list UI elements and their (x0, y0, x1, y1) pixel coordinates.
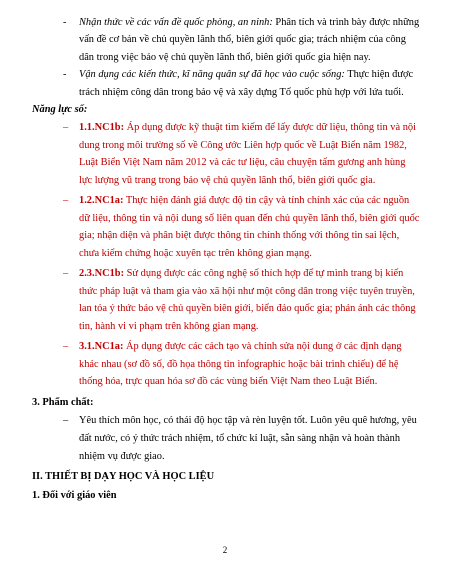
qualities-heading: 3. Phẩm chất: (32, 397, 94, 408)
competency-code: 3.1.NC1a: (79, 341, 124, 352)
awareness-label: Nhận thức về các vấn đề quốc phòng, an ninh: (79, 17, 273, 28)
competency-item-1-line-4: lực lượng vũ trang trong bảo vệ chủ quyền lãnh thổ, biên giới quốc gia. (79, 175, 376, 186)
competency-item-4-line-3: thống hóa, trực quan hóa sơ đồ các vùng biển Việt Nam theo Luật Biển. (79, 376, 378, 387)
qualities-line-1: Yêu thích môn học, có thái độ học tập và rèn luyện tốt. Luôn yêu quê hương, yêu (79, 415, 417, 426)
competency-item-3-line-4: tin, hành vi vi phạm trên không gian mạng. (79, 321, 259, 332)
competency-item-2-line-1: 1.2.NC1a: Thực hiện đánh giá được độ tin cậy và tính chính xác của các nguồn (79, 195, 410, 206)
qualities-line-2: đất nước, có ý thức trách nhiệm, tổ chức kỉ luật, sẵn sàng nhận và hoàn thành (79, 433, 401, 444)
dash-bullet: – (63, 268, 69, 279)
dash-bullet: – (63, 341, 69, 352)
competency-item-2-line-3: gia; nhận diện và phân biệt được thông tin chính thống với thông tin sai lệch, (79, 230, 400, 241)
competency-code: 2.3.NC1b: (79, 268, 125, 279)
apply-line-1: Vận dụng các kiến thức, kĩ năng quân sự đã học vào cuộc sống: Thực hiện được (79, 69, 414, 80)
dash-bullet: – (63, 122, 69, 133)
apply-label: Vận dụng các kiến thức, kĩ năng quân sự đã học vào cuộc sống: (79, 69, 345, 80)
competency-item-2-line-2: dữ liệu, thông tin và nội dung số liên quan đến chủ quyền lãnh thổ, biên giới quốc (79, 213, 420, 224)
competency-code: 1.2.NC1a: (79, 195, 124, 206)
competency-item-3-line-1: 2.3.NC1b: Sử dụng được các công nghệ số thích hợp để tự mình trang bị kiến (79, 268, 404, 279)
competency-heading: Năng lực số: (32, 104, 88, 115)
dash-bullet: - (63, 17, 67, 28)
section-subheading: 1. Đối với giáo viên (32, 490, 117, 501)
competency-item-1-line-2: dung trong môi trường số về Công ước Liên hợp quốc về Luật Biển năm 1982, (79, 140, 407, 151)
dash-bullet: - (63, 69, 67, 80)
awareness-line-3: dân trong việc bảo vệ chủ quyền lãnh thổ, biên giới quốc gia hiện nay. (79, 52, 371, 63)
competency-item-1-line-3: Luật Biển Việt Nam năm 2012 và các tư liệu, câu chuyện tấm gương anh hùng (79, 157, 406, 168)
competency-item-2-line-4: chưa kiểm chứng hoặc xuyên tạc trên không gian mạng. (79, 248, 312, 259)
competency-item-4-line-1: 3.1.NC1a: Áp dụng được các cách tạo và chỉnh sửa nội dung ở các định dạng (79, 341, 402, 352)
apply-line-2: trách nhiệm công dân trong bảo vệ và xây dựng Tổ quốc phù hợp với lứa tuổi. (79, 87, 404, 98)
awareness-line-2: vấn đề cơ bản về chủ quyền lãnh thổ, biên giới quốc gia; trách nhiệm của công (79, 34, 406, 45)
dash-bullet: – (63, 195, 69, 206)
page-number: 2 (222, 545, 228, 555)
competency-code: 1.1.NC1b: (79, 122, 125, 133)
dash-bullet: – (63, 415, 69, 426)
qualities-line-3: nhiệm vụ được giao. (79, 451, 165, 462)
awareness-line-1: Nhận thức về các vấn đề quốc phòng, an ninh: Phân tích và trình bày được những (79, 17, 420, 28)
competency-item-3-line-3: lan tỏa ý thức bảo vệ chủ quyền biên giới, biển đảo quốc gia; phản ánh các thông (79, 303, 416, 314)
competency-item-1-line-1: 1.1.NC1b: Áp dụng được kỹ thuật tìm kiếm để lấy được dữ liệu, thông tin và nội (79, 122, 416, 133)
competency-item-3-line-2: thức pháp luật và tham gia vào xã hội như một công dân trong việc tuyên truyền, (79, 286, 415, 297)
section-heading: II. THIẾT BỊ DẠY HỌC VÀ HỌC LIỆU (32, 471, 215, 482)
competency-item-4-line-2: khác nhau (sơ đồ số, đồ họa thông tin infographic hoặc bài trình chiếu) để hệ (79, 359, 399, 370)
